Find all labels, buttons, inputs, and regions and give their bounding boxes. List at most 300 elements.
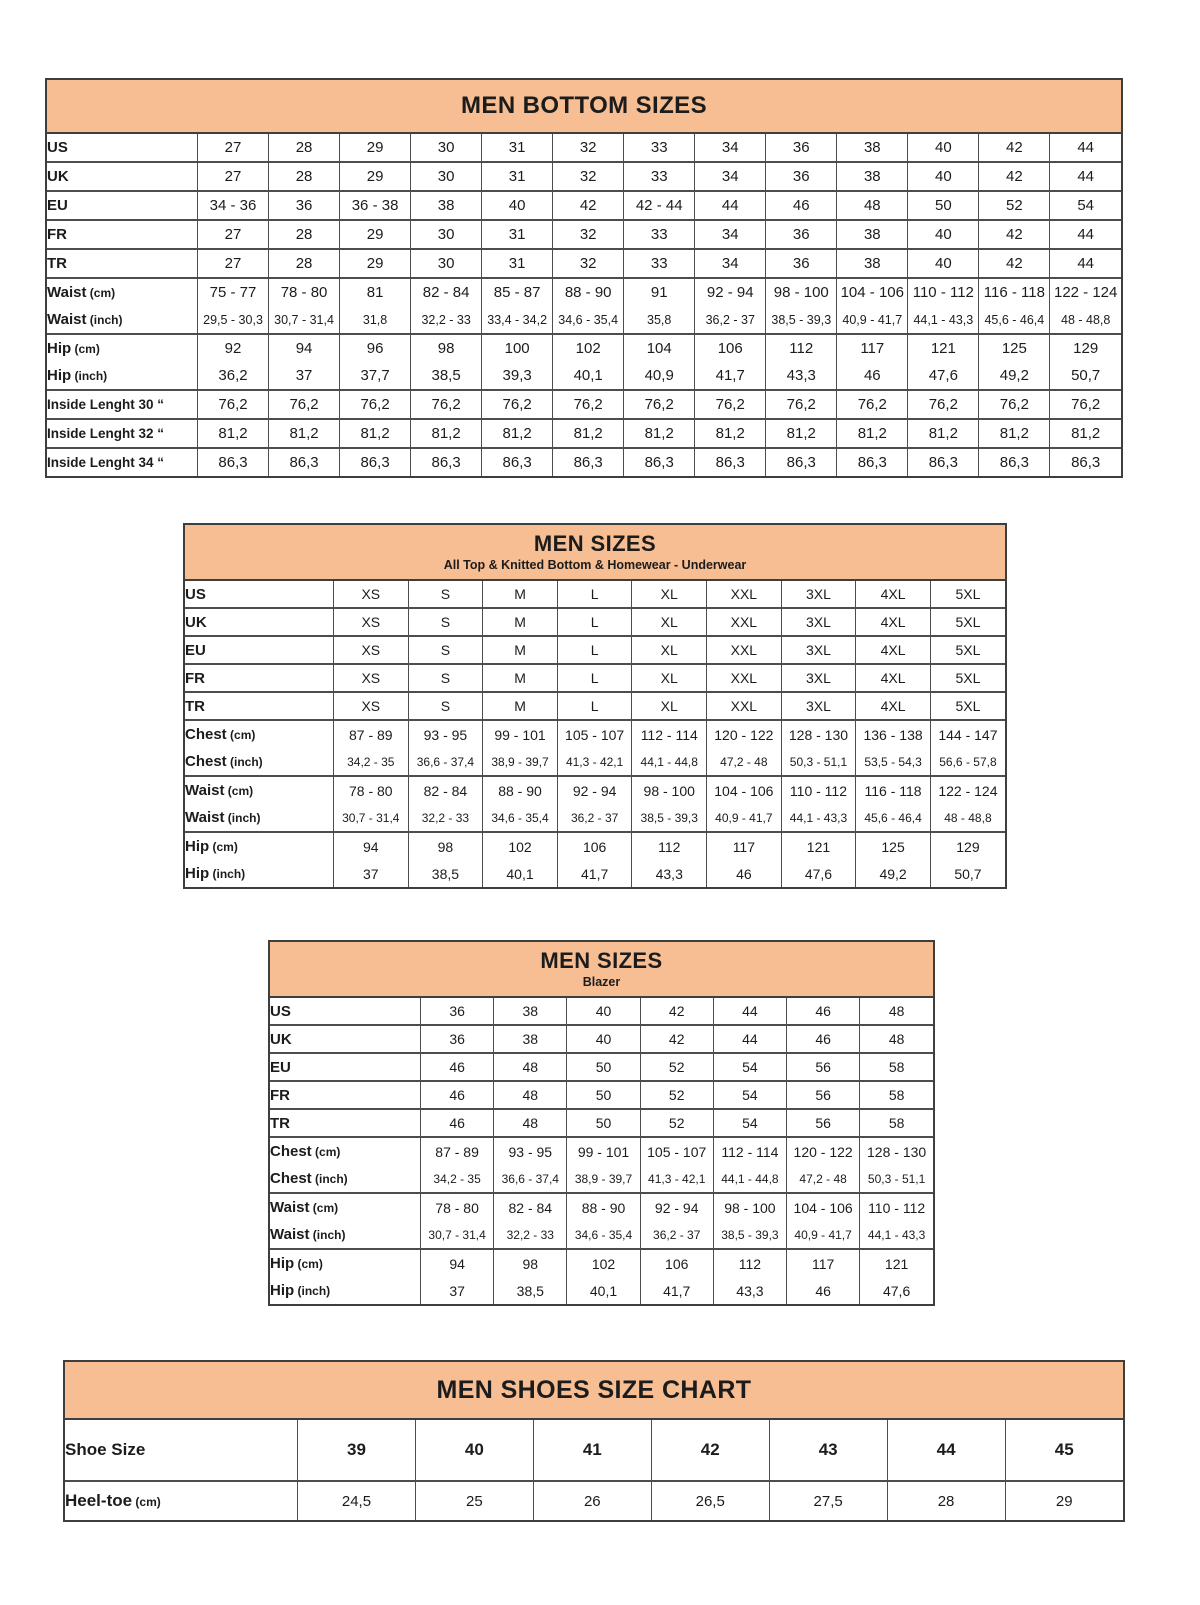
size-cell: 42	[640, 1025, 713, 1053]
size-cell: 4XL	[856, 664, 931, 692]
table-row	[185, 636, 1005, 664]
size-cell: 112 - 114	[713, 1137, 786, 1165]
size-cell: 94	[269, 334, 340, 362]
size-cell: 128 - 130	[860, 1137, 933, 1165]
size-cell: 58	[860, 1081, 933, 1109]
size-cell: 86,3	[766, 448, 837, 476]
table-row	[185, 608, 1005, 636]
size-cell: 38	[411, 191, 482, 220]
size-cell: 104 - 106	[787, 1193, 860, 1221]
row-label: Inside Lenght 34 “	[47, 448, 198, 476]
size-cell: 81,2	[269, 419, 340, 448]
size-cell: 112	[632, 832, 707, 860]
size-cell: 28	[269, 162, 340, 191]
size-cell: 121	[908, 334, 979, 362]
size-cell: M	[483, 664, 558, 692]
size-cell: 98 - 100	[766, 278, 837, 306]
row-label: Hip (inch)	[185, 860, 334, 887]
row-label: Waist (cm)	[270, 1193, 421, 1221]
size-cell: 50,3 - 51,1	[860, 1165, 933, 1193]
size-cell: 32,2 - 33	[411, 306, 482, 334]
size-cell: 36 - 38	[340, 191, 411, 220]
size-cell: 49,2	[979, 362, 1050, 390]
table-row	[270, 998, 933, 1025]
size-cell: 76,2	[269, 390, 340, 419]
size-cell: 38,5 - 39,3	[766, 306, 837, 334]
size-cell: 36,6 - 37,4	[494, 1165, 567, 1193]
size-cell: 86,3	[1050, 448, 1121, 476]
size-cell: M	[483, 692, 558, 720]
size-cell: 86,3	[908, 448, 979, 476]
size-cell: 86,3	[837, 448, 908, 476]
size-cell: 44,1 - 43,3	[908, 306, 979, 334]
row-label-unit: (inch)	[86, 313, 123, 327]
size-cell: 46	[707, 860, 782, 887]
men-top-sizes-grid	[185, 581, 1005, 887]
row-label: EU	[270, 1053, 421, 1081]
size-cell: 117	[707, 832, 782, 860]
size-cell: 32	[553, 249, 624, 278]
size-cell: 3XL	[781, 664, 856, 692]
size-cell: 29	[340, 220, 411, 249]
row-label-unit: (cm)	[309, 1201, 339, 1215]
size-cell: 31	[482, 220, 553, 249]
size-cell: 36	[766, 220, 837, 249]
size-cell: 30	[411, 249, 482, 278]
size-cell: 86,3	[198, 448, 269, 476]
men-top-sizes-title-bar	[185, 525, 1005, 581]
table-row	[270, 1277, 933, 1304]
size-cell: 41,3 - 42,1	[557, 748, 632, 776]
size-cell: 81,2	[198, 419, 269, 448]
size-cell: 30	[411, 134, 482, 162]
size-cell: XS	[334, 636, 409, 664]
size-cell: 116 - 118	[979, 278, 1050, 306]
size-cell: 81,2	[1050, 419, 1121, 448]
size-cell: 47,6	[908, 362, 979, 390]
row-label: Chest (inch)	[270, 1165, 421, 1193]
row-label: Hip (cm)	[270, 1249, 421, 1277]
row-label-unit: (inch)	[311, 1172, 348, 1186]
size-cell: 44,1 - 43,3	[860, 1221, 933, 1249]
size-cell: 43,3	[766, 362, 837, 390]
size-cell: 36,2	[198, 362, 269, 390]
size-cell: 27,5	[769, 1481, 887, 1520]
size-cell: 40	[567, 1025, 640, 1053]
men-blazer-sizes-title-bar	[270, 942, 933, 998]
size-cell: 86,3	[624, 448, 695, 476]
size-cell: 99 - 101	[567, 1137, 640, 1165]
size-cell: 82 - 84	[494, 1193, 567, 1221]
size-cell: 56	[787, 1053, 860, 1081]
size-cell: 40	[908, 220, 979, 249]
size-cell: 48 - 48,8	[1050, 306, 1121, 334]
size-cell: 76,2	[553, 390, 624, 419]
size-cell: 121	[781, 832, 856, 860]
row-label: Hip (inch)	[270, 1277, 421, 1304]
size-cell: 88 - 90	[567, 1193, 640, 1221]
size-cell: 106	[695, 334, 766, 362]
size-cell: 86,3	[695, 448, 766, 476]
size-cell: 30	[411, 162, 482, 191]
row-label-unit: (cm)	[132, 1495, 161, 1509]
size-cell: 44	[1050, 249, 1121, 278]
row-label: EU	[185, 636, 334, 664]
size-cell: 81	[340, 278, 411, 306]
table-title: MEN BOTTOM SIZES	[461, 92, 707, 120]
size-cell: 44	[1050, 162, 1121, 191]
size-cell: 50,7	[930, 860, 1005, 887]
size-cell: 41,7	[557, 860, 632, 887]
size-cell: 40,1	[567, 1277, 640, 1304]
men-bottom-sizes-grid	[47, 134, 1121, 476]
size-cell: 34	[695, 134, 766, 162]
size-cell: 81,2	[766, 419, 837, 448]
size-cell: 42	[651, 1420, 769, 1481]
size-cell: 38,5 - 39,3	[632, 804, 707, 832]
table-title: MEN SHOES SIZE CHART	[436, 1375, 752, 1404]
table-row	[270, 1165, 933, 1193]
size-cell: 87 - 89	[334, 720, 409, 748]
row-label-unit: (cm)	[86, 286, 116, 300]
table-row	[270, 1193, 933, 1221]
size-cell: 31	[482, 134, 553, 162]
size-cell: 34,6 - 35,4	[567, 1221, 640, 1249]
size-cell: 54	[1050, 191, 1121, 220]
size-cell: 120 - 122	[707, 720, 782, 748]
size-cell: L	[557, 608, 632, 636]
size-cell: 34,2 - 35	[334, 748, 409, 776]
row-label: UK	[185, 608, 334, 636]
size-cell: 30,7 - 31,4	[421, 1221, 494, 1249]
size-cell: 110 - 112	[781, 776, 856, 804]
size-cell: 50,7	[1050, 362, 1121, 390]
size-cell: 47,2 - 48	[707, 748, 782, 776]
size-cell: XL	[632, 692, 707, 720]
size-cell: 39	[298, 1420, 416, 1481]
size-cell: 96	[340, 334, 411, 362]
size-cell: 38	[837, 162, 908, 191]
size-cell: 86,3	[340, 448, 411, 476]
size-cell: 27	[198, 162, 269, 191]
row-label: UK	[270, 1025, 421, 1053]
row-label: Chest (cm)	[270, 1137, 421, 1165]
size-cell: 82 - 84	[408, 776, 483, 804]
size-cell: 33	[624, 162, 695, 191]
size-cell: 81,2	[979, 419, 1050, 448]
size-cell: 56	[787, 1109, 860, 1137]
size-cell: 41,7	[695, 362, 766, 390]
size-cell: 92	[198, 334, 269, 362]
size-cell: 76,2	[979, 390, 1050, 419]
size-cell: 31	[482, 249, 553, 278]
size-cell: 112	[713, 1249, 786, 1277]
table-row	[47, 191, 1121, 220]
size-cell: 30,7 - 31,4	[269, 306, 340, 334]
size-cell: 4XL	[856, 636, 931, 664]
size-cell: 87 - 89	[421, 1137, 494, 1165]
size-cell: 98	[408, 832, 483, 860]
size-cell: 104	[624, 334, 695, 362]
table-row	[270, 1221, 933, 1249]
size-cell: 40,9 - 41,7	[787, 1221, 860, 1249]
size-cell: 94	[334, 832, 409, 860]
row-label-unit: (cm)	[224, 784, 254, 798]
size-cell: 40	[415, 1420, 533, 1481]
table-row	[185, 748, 1005, 776]
size-cell: 102	[553, 334, 624, 362]
row-label: TR	[185, 692, 334, 720]
size-cell: 76,2	[411, 390, 482, 419]
size-cell: 41,3 - 42,1	[640, 1165, 713, 1193]
size-cell: 3XL	[781, 581, 856, 608]
size-cell: 112 - 114	[632, 720, 707, 748]
size-cell: 48	[494, 1109, 567, 1137]
row-label: Hip (inch)	[47, 362, 198, 390]
row-label: Inside Lenght 32 “	[47, 419, 198, 448]
table-row	[270, 1025, 933, 1053]
row-label: US	[185, 581, 334, 608]
size-cell: 54	[713, 1053, 786, 1081]
size-cell: XS	[334, 692, 409, 720]
row-label-unit: (inch)	[226, 755, 263, 769]
size-cell: 28	[269, 249, 340, 278]
size-cell: XL	[632, 581, 707, 608]
size-cell: 48 - 48,8	[930, 804, 1005, 832]
size-cell: 39,3	[482, 362, 553, 390]
men-shoes-size-chart-grid	[65, 1420, 1123, 1520]
size-cell: 36	[766, 249, 837, 278]
size-cell: 36	[421, 998, 494, 1025]
size-cell: 136 - 138	[856, 720, 931, 748]
size-cell: XXL	[707, 636, 782, 664]
size-cell: 106	[640, 1249, 713, 1277]
row-label-unit: (inch)	[209, 867, 246, 881]
size-cell: 29	[340, 162, 411, 191]
size-cell: 40	[567, 998, 640, 1025]
size-cell: 110 - 112	[860, 1193, 933, 1221]
size-cell: 81,2	[908, 419, 979, 448]
size-cell: 33,4 - 34,2	[482, 306, 553, 334]
size-cell: 78 - 80	[421, 1193, 494, 1221]
size-cell: 36,6 - 37,4	[408, 748, 483, 776]
row-label-unit: (inch)	[294, 1284, 331, 1298]
size-cell: 38	[837, 134, 908, 162]
size-cell: 38,5 - 39,3	[713, 1221, 786, 1249]
size-cell: 40	[482, 191, 553, 220]
table-row	[47, 448, 1121, 476]
row-label: Waist (inch)	[185, 804, 334, 832]
size-cell: XL	[632, 664, 707, 692]
size-cell: 44	[713, 1025, 786, 1053]
table-row	[65, 1481, 1123, 1520]
size-cell: 76,2	[695, 390, 766, 419]
row-label: FR	[47, 220, 198, 249]
size-cell: 53,5 - 54,3	[856, 748, 931, 776]
size-cell: 76,2	[1050, 390, 1121, 419]
table-subtitle: All Top & Knitted Bottom & Homewear - Underwear	[443, 557, 747, 572]
table-row	[47, 278, 1121, 306]
size-cell: 34 - 36	[198, 191, 269, 220]
row-label: Waist (inch)	[47, 306, 198, 334]
size-cell: 52	[640, 1109, 713, 1137]
size-cell: 27	[198, 220, 269, 249]
row-label-unit: (cm)	[294, 1257, 323, 1271]
size-cell: 4XL	[856, 608, 931, 636]
size-cell: XXL	[707, 692, 782, 720]
table-row	[47, 220, 1121, 249]
table-row	[185, 832, 1005, 860]
table-title: MEN SIZES	[533, 531, 657, 557]
size-cell: 78 - 80	[334, 776, 409, 804]
size-cell: 5XL	[930, 581, 1005, 608]
size-cell: 29	[1005, 1481, 1123, 1520]
size-cell: 52	[640, 1081, 713, 1109]
row-label: Chest (inch)	[185, 748, 334, 776]
size-cell: XXL	[707, 608, 782, 636]
row-label: EU	[47, 191, 198, 220]
size-cell: 54	[713, 1109, 786, 1137]
size-cell: 44,1 - 43,3	[781, 804, 856, 832]
size-cell: 121	[860, 1249, 933, 1277]
row-label: Waist (inch)	[270, 1221, 421, 1249]
size-cell: 47,2 - 48	[787, 1165, 860, 1193]
table-row	[185, 692, 1005, 720]
size-cell: 104 - 106	[837, 278, 908, 306]
size-cell: XS	[334, 581, 409, 608]
size-cell: 120 - 122	[787, 1137, 860, 1165]
size-cell: 36	[766, 162, 837, 191]
row-label-unit: (cm)	[71, 342, 100, 356]
size-cell: XS	[334, 664, 409, 692]
size-cell: 98	[411, 334, 482, 362]
size-cell: M	[483, 608, 558, 636]
size-cell: 98 - 100	[713, 1193, 786, 1221]
size-cell: 93 - 95	[408, 720, 483, 748]
size-cell: 36	[766, 134, 837, 162]
size-cell: 56,6 - 57,8	[930, 748, 1005, 776]
size-cell: 122 - 124	[1050, 278, 1121, 306]
size-cell: 5XL	[930, 636, 1005, 664]
size-cell: 129	[1050, 334, 1121, 362]
size-cell: 110 - 112	[908, 278, 979, 306]
size-cell: 81,2	[695, 419, 766, 448]
table-row	[65, 1420, 1123, 1481]
size-cell: 86,3	[269, 448, 340, 476]
size-cell: 36	[421, 1025, 494, 1053]
size-cell: 30	[411, 220, 482, 249]
size-cell: 93 - 95	[494, 1137, 567, 1165]
size-cell: 50	[567, 1081, 640, 1109]
size-cell: 45,6 - 46,4	[979, 306, 1050, 334]
size-cell: 44	[713, 998, 786, 1025]
size-cell: 32	[553, 220, 624, 249]
size-cell: 28	[269, 220, 340, 249]
size-cell: 34,6 - 35,4	[483, 804, 558, 832]
men-bottom-sizes-title-bar	[47, 80, 1121, 134]
table-row	[47, 162, 1121, 191]
size-cell: 125	[979, 334, 1050, 362]
size-cell: 3XL	[781, 636, 856, 664]
size-cell: 29	[340, 249, 411, 278]
size-cell: 86,3	[979, 448, 1050, 476]
size-cell: 48	[494, 1081, 567, 1109]
size-cell: 116 - 118	[856, 776, 931, 804]
size-cell: L	[557, 664, 632, 692]
size-cell: 144 - 147	[930, 720, 1005, 748]
size-cell: S	[408, 636, 483, 664]
row-label-unit: (inch)	[71, 369, 108, 383]
row-label: TR	[270, 1109, 421, 1137]
men-shoes-size-chart-table	[63, 1360, 1125, 1522]
table-row	[47, 390, 1121, 419]
size-cell: 75 - 77	[198, 278, 269, 306]
row-label-unit: (inch)	[224, 811, 261, 825]
size-cell: 3XL	[781, 692, 856, 720]
size-cell: 50	[908, 191, 979, 220]
size-cell: 33	[624, 249, 695, 278]
size-cell: 98	[494, 1249, 567, 1277]
size-cell: 5XL	[930, 692, 1005, 720]
size-cell: 36,2 - 37	[640, 1221, 713, 1249]
size-cell: 117	[837, 334, 908, 362]
size-cell: 105 - 107	[557, 720, 632, 748]
row-label: UK	[47, 162, 198, 191]
size-cell: 48	[860, 998, 933, 1025]
size-cell: 5XL	[930, 664, 1005, 692]
table-row	[47, 249, 1121, 278]
size-cell: 38	[837, 220, 908, 249]
size-cell: 46	[837, 362, 908, 390]
size-cell: XXL	[707, 581, 782, 608]
size-cell: 81,2	[340, 419, 411, 448]
size-cell: 42	[979, 249, 1050, 278]
size-cell: 44	[1050, 134, 1121, 162]
size-cell: 41	[533, 1420, 651, 1481]
size-cell: 42	[553, 191, 624, 220]
size-cell: 46	[787, 998, 860, 1025]
row-label: FR	[185, 664, 334, 692]
size-cell: 38	[494, 1025, 567, 1053]
size-cell: 36,2 - 37	[695, 306, 766, 334]
size-cell: 35,8	[624, 306, 695, 334]
row-label: Hip (cm)	[185, 832, 334, 860]
size-cell: 42	[979, 162, 1050, 191]
size-cell: 122 - 124	[930, 776, 1005, 804]
size-cell: 40,9	[624, 362, 695, 390]
men-shoes-size-chart-title-bar	[65, 1362, 1123, 1420]
size-cell: 42	[979, 220, 1050, 249]
row-label: FR	[270, 1081, 421, 1109]
size-cell: 46	[421, 1109, 494, 1137]
size-cell: 40	[908, 249, 979, 278]
size-cell: XL	[632, 636, 707, 664]
size-cell: 125	[856, 832, 931, 860]
size-cell: 34,6 - 35,4	[553, 306, 624, 334]
size-cell: 88 - 90	[553, 278, 624, 306]
size-cell: 44,1 - 44,8	[713, 1165, 786, 1193]
row-label: Shoe Size	[65, 1420, 298, 1481]
size-cell: 26,5	[651, 1481, 769, 1520]
size-cell: 37	[334, 860, 409, 887]
size-cell: 76,2	[624, 390, 695, 419]
size-cell: 41,7	[640, 1277, 713, 1304]
row-label: Chest (cm)	[185, 720, 334, 748]
size-cell: L	[557, 581, 632, 608]
size-cell: 38	[494, 998, 567, 1025]
table-row	[185, 581, 1005, 608]
size-cell: 81,2	[553, 419, 624, 448]
